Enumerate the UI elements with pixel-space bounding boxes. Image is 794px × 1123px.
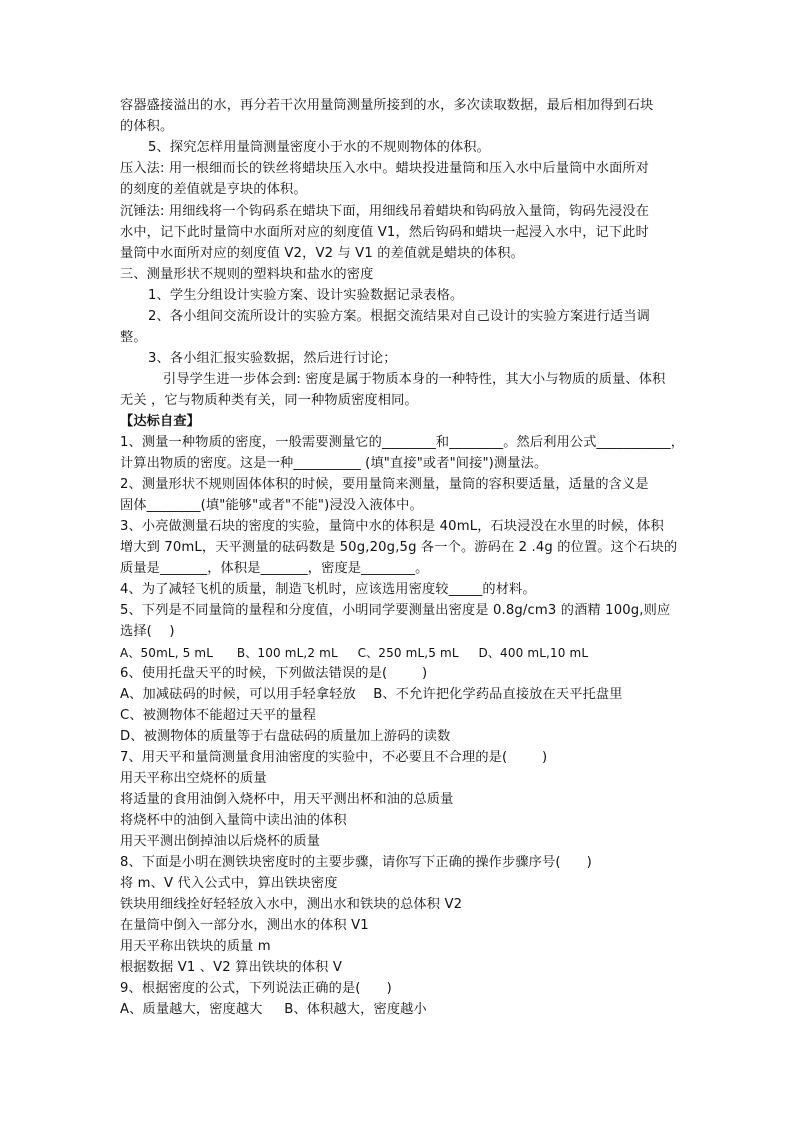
option-line: A、加减砝码的时候，可以用手轻拿轻放 B、不允许把化学药品直接放在天平托盘里 [120, 687, 623, 702]
text-line: 量筒中水面所对应的刻度值 V2，V2 与 V1 的差值就是蜡块的体积。 [120, 246, 524, 261]
question-line: 选择( ) [120, 624, 175, 639]
question-line: 计算出物质的密度。这是一种__________ (填"直接"或者"间接")测量法。 [120, 456, 548, 471]
text-line: 2、各小组间交流所设计的实验方案。根据交流结果对自己设计的实验方案进行适当调 [148, 309, 651, 324]
text-line: 的体积。 [120, 119, 174, 134]
question-line: 6、使用托盘天平的时候，下列做法错误的是( ) [120, 666, 428, 681]
text-line: 容器盛接溢出的水，再分若干次用量筒测量所接到的水，多次读取数据，最后相加得到石块 [120, 98, 654, 113]
option-line: 根据数据 V1 、V2 算出铁块的体积 V [120, 960, 343, 975]
option-line: 用天平称出空烧杯的质量 [120, 771, 267, 786]
option-line: A、50mL, 5 mL B、100 mL,2 mL C、250 mL,5 mL D、400 mL,10 mL [120, 646, 589, 660]
question-line: 8、下面是小明在测铁块密度时的主要步骤，请你写下正确的操作步骤序号( ) [120, 855, 592, 870]
option-line: A、质量越大，密度越大 B、体积越大，密度越小 [120, 1002, 427, 1017]
question-line: 增大到 70mL，天平测量的砝码数是 50g,20g,5g 各一个。游码在 2 .4g 的位置。这个石块的 [120, 540, 678, 555]
question-line: 质量是_______，体积是_______，密度是________。 [120, 561, 429, 576]
text-line: 无关 ，它与物质种类有关，同一种物质密度相同。 [120, 393, 418, 408]
option-line: 用天平测出倒掉油以后烧杯的质量 [120, 834, 321, 849]
option-line: 在量筒中倒入一部分水，测出水的体积 V1 [120, 918, 369, 933]
question-line: 7、用天平和量筒测量食用油密度的实验中，不必要且不合理的是( ) [120, 750, 548, 765]
text-line: 1、学生分组设计实验方案、设计实验数据记录表格。 [148, 288, 464, 303]
question-line: 2、测量形状不规则固体体积的时候，要用量筒来测量，量筒的容积要适量，适量的含义是 [120, 477, 649, 492]
question-line: 1、测量一种物质的密度，一般需要测量它的________和________。然后利用公式___________， [120, 435, 685, 450]
question-line: 固体________(填"能够"或者"不能")浸没入液体中。 [120, 498, 423, 513]
option-line: C、被测物体不能超过天平的量程 [120, 708, 317, 723]
question-line: 5、下列是不同量筒的量程和分度值，小明同学要测量出密度是 0.8g/cm3 的酒精 100g,则应 [120, 603, 671, 618]
text-line: 的刻度的差值就是亨块的体积。 [120, 182, 307, 197]
option-line: 将烧杯中的油倒入量筒中读出油的体积 [120, 813, 347, 828]
text-line: 沉锤法: 用细线将一个钩码系在蜡块下面，用细线吊着蜡块和钩码放入量筒，钩码先浸没在 [120, 204, 650, 219]
option-line: 将 m、V 代入公式中，算出铁块密度 [120, 876, 338, 891]
option-line: D、被测物体的质量等于右盘砝码的质量加上游码的读数 [120, 729, 451, 744]
question-line: 9、根据密度的公式，下列说法正确的是( ) [120, 981, 392, 996]
text-line: 引导学生进一步体会到: 密度是属于物质本身的一种特性，其大小与物质的质量、体积 [163, 372, 666, 387]
text-line: 水中，记下此时量筒中水面所对应的刻度值 V1，然后钩码和蜡块一起浸入水中，记下此时 [120, 225, 649, 240]
question-line: 4、为了减轻飞机的质量，制造飞机时，应该选用密度较_____的材料。 [120, 582, 536, 597]
option-line: 用天平称出铁块的质量 m [120, 939, 271, 954]
text-line: 压入法: 用一根细而长的铁丝将蜡块压入水中。蜡块投进量筒和压入水中后量筒中水面所对 [120, 161, 650, 176]
question-line: 3、小亮做测量石块的密度的实验，量筒中水的体积是 40mL，石块浸没在水里的时候，体积 [120, 519, 664, 534]
text-line: 3、各小组汇报实验数据，然后进行讨论； [148, 351, 397, 366]
text-line: 5、探究怎样用量筒测量密度小于水的不规则物体的体积。 [148, 140, 490, 155]
text-line: 整。 [120, 330, 147, 345]
option-line: 铁块用细线拴好轻轻放入水中，测出水和铁块的总体积 V2 [120, 897, 463, 912]
section-heading: 【达标自查】 [120, 414, 201, 429]
section-heading: 三、测量形状不规则的塑料块和盐水的密度 [120, 267, 374, 282]
option-line: 将适量的食用油倒入烧杯中，用天平测出杯和油的总质量 [120, 792, 454, 807]
